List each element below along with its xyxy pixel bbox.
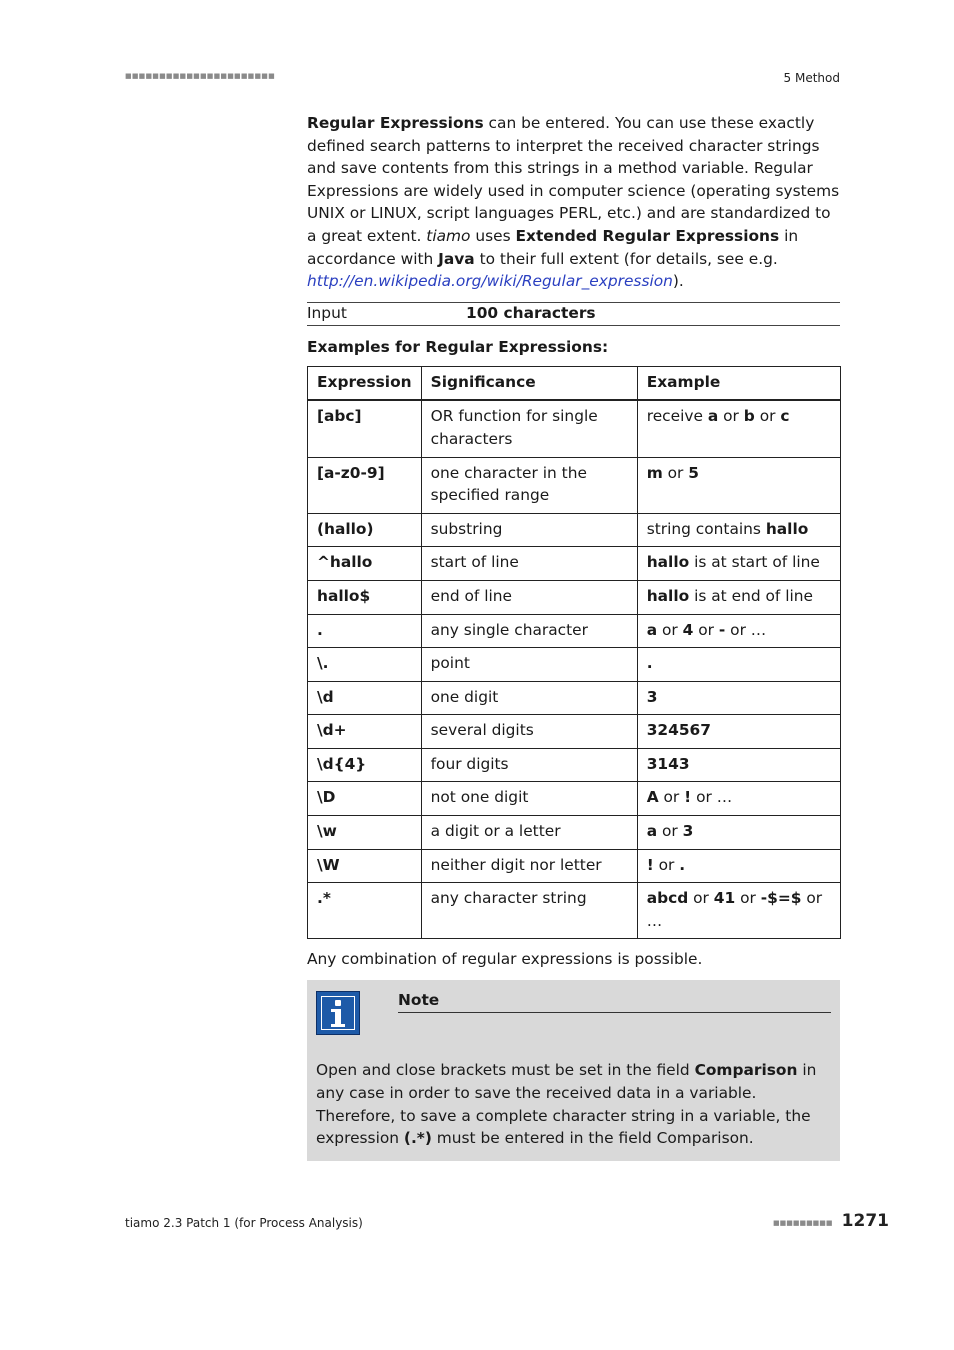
significance-cell: one character in the specified range (421, 457, 637, 513)
product-name: tiamo (426, 226, 471, 245)
expression-cell: [abc] (308, 400, 422, 457)
table-header-row (308, 366, 841, 400)
example-segment: or … (691, 788, 733, 807)
expression-cell: \. (308, 648, 422, 682)
table-row (308, 648, 841, 682)
column-header: Example (637, 366, 840, 400)
example-segment: b (743, 407, 755, 426)
significance-cell: a digit or a letter (421, 816, 637, 850)
combination-note: Any combination of regular expressions is possible. (307, 950, 703, 969)
significance-cell: any character string (421, 883, 637, 939)
expression-cell: \w (308, 816, 422, 850)
example-segment: -$=$ (760, 889, 802, 908)
significance-cell: substring (421, 513, 637, 547)
header-decoration: ■■■■■■■■■■■■■■■■■■■■■■ (125, 72, 275, 80)
significance-cell: start of line (421, 547, 637, 581)
example-segment: 3 (646, 687, 658, 706)
example-cell (637, 816, 840, 850)
example-cell (637, 782, 840, 816)
example-segment: or … (646, 889, 823, 930)
example-segment: hallo (646, 586, 690, 605)
field-comparison: Comparison (694, 1061, 798, 1080)
parameter-value: 100 characters (466, 303, 596, 322)
example-segment: or (653, 855, 680, 874)
significance-cell: OR function for single characters (421, 400, 637, 457)
significance-cell: one digit (421, 681, 637, 715)
example-segment: or (718, 407, 744, 426)
main-content (307, 112, 840, 1161)
expression-cell: (hallo) (308, 513, 422, 547)
regex-table (307, 366, 841, 940)
significance-cell: several digits (421, 715, 637, 749)
example-segment: string contains (646, 519, 766, 538)
note-box (307, 980, 840, 1160)
significance-cell: neither digit nor letter (421, 849, 637, 883)
example-segment: 3143 (646, 754, 690, 773)
example-segment: or (754, 407, 781, 426)
examples-heading: Examples for Regular Expressions: (307, 337, 609, 356)
expression-cell: \d{4} (308, 748, 422, 782)
table-row (308, 681, 841, 715)
example-segment: . (646, 654, 653, 673)
expression-cell: \d+ (308, 715, 422, 749)
example-segment: or (735, 889, 761, 908)
example-cell (637, 715, 840, 749)
example-segment: ! (646, 855, 654, 874)
note-text: Open and close brackets must be set in the field Comparison in any case in order to save the received data in a variable. Therefore, to save a complete character string in a variable, the expression (.*) must be entered in the field Comparison. (316, 1061, 817, 1148)
table-row (308, 849, 841, 883)
example-segment: a (646, 822, 658, 841)
example-segment: 4 (682, 620, 694, 639)
example-segment: m (646, 463, 663, 482)
expression-cell: ^hallo (308, 547, 422, 581)
table-row (308, 513, 841, 547)
significance-cell: point (421, 648, 637, 682)
table-row (308, 748, 841, 782)
column-header: Expression (308, 366, 422, 400)
example-cell (637, 748, 840, 782)
expression-cell: \d (308, 681, 422, 715)
example-segment: a (646, 620, 658, 639)
table-row (308, 614, 841, 648)
example-segment: or (693, 620, 719, 639)
example-segment: c (780, 407, 790, 426)
significance-cell: any single character (421, 614, 637, 648)
example-segment: is at end of line (689, 586, 813, 605)
example-segment: . (679, 855, 686, 874)
expression-cell: \W (308, 849, 422, 883)
example-segment: or (662, 463, 689, 482)
example-cell (637, 648, 840, 682)
page-number: 1271 (841, 1211, 889, 1231)
example-segment: or (657, 620, 683, 639)
example-segment: 41 (713, 889, 736, 908)
example-segment: or (658, 788, 685, 807)
footer-product: tiamo 2.3 Patch 1 (for Process Analysis) (125, 1216, 363, 1230)
significance-cell: not one digit (421, 782, 637, 816)
example-segment: 3 (682, 822, 694, 841)
example-segment: A (646, 788, 659, 807)
expression-cell: hallo$ (308, 580, 422, 614)
example-segment: 324567 (646, 721, 711, 740)
expression-cell: .* (308, 883, 422, 939)
example-cell (637, 457, 840, 513)
example-cell (637, 400, 840, 457)
example-segment: 5 (688, 463, 699, 482)
table-row (308, 580, 841, 614)
example-segment: abcd (646, 889, 689, 908)
table-row (308, 782, 841, 816)
expression-cell: \D (308, 782, 422, 816)
example-segment: hallo (646, 553, 690, 572)
note-title: Note (398, 989, 831, 1013)
example-cell (637, 513, 840, 547)
parameter-label: Input (307, 303, 347, 322)
example-segment: or (688, 889, 714, 908)
example-segment: ! (684, 788, 692, 807)
example-segment: is at start of line (689, 553, 820, 572)
expression-cell: [a-z0-9] (308, 457, 422, 513)
table-row (308, 457, 841, 513)
example-cell (637, 849, 840, 883)
expression-cell: . (308, 614, 422, 648)
table-row (308, 715, 841, 749)
significance-cell: end of line (421, 580, 637, 614)
footer-decoration: ■■■■■■■■■ (773, 1219, 833, 1227)
term-extended-regex: Extended Regular Expressions (515, 226, 780, 245)
example-cell (637, 614, 840, 648)
table-row (308, 816, 841, 850)
column-header: Significance (421, 366, 637, 400)
example-segment: a (707, 407, 719, 426)
example-segment: receive (646, 407, 708, 426)
wikipedia-link[interactable]: http://en.wikipedia.org/wiki/Regular_expression (307, 272, 673, 291)
term-java: Java (438, 249, 475, 268)
info-icon (316, 991, 360, 1035)
example-cell (637, 547, 840, 581)
parameter-row (307, 302, 840, 326)
example-cell (637, 580, 840, 614)
intro-paragraph: Regular Expressions can be entered. You can use these exactly defined search patterns to interpret the received character strings and save contents from this strings in a method variable. Regular Expressions are widely used in computer science (operating systems UNIX or LINUX, script languages PERL, etc.) and are standardized to a great extent. tiamo uses Extended Regular Expressions in accordance with Java to their full extent (for details, see e.g. http://en.wikipedia.org/wiki/Regular_expression). (307, 114, 840, 291)
table-row (308, 883, 841, 939)
chapter-title: 5 Method (783, 71, 840, 85)
expression-capture-all: (.*) (403, 1129, 432, 1148)
example-segment: or (657, 822, 683, 841)
table-row (308, 547, 841, 581)
example-cell (637, 883, 840, 939)
table-row (308, 400, 841, 457)
example-cell (637, 681, 840, 715)
term-regular-expressions: Regular Expressions (307, 114, 484, 132)
example-segment: - (718, 620, 726, 639)
significance-cell: four digits (421, 748, 637, 782)
example-segment: hallo (765, 519, 809, 538)
example-segment: or … (725, 620, 767, 639)
